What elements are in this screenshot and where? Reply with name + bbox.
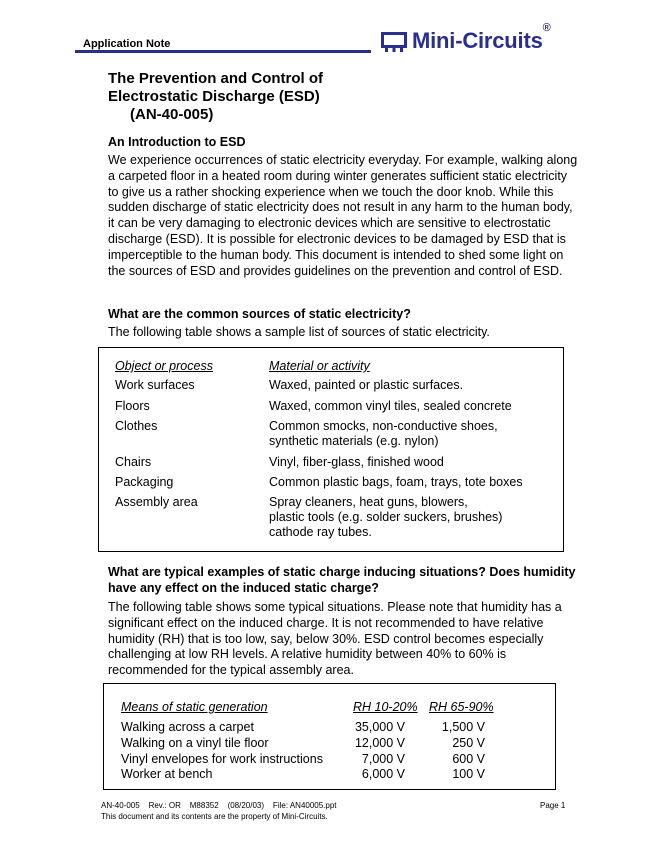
sources-row-object: Work surfaces bbox=[115, 378, 195, 392]
situations-col-means-header: Means of static generation bbox=[121, 700, 268, 714]
intro-paragraph: We experience occurrences of static electricity everyday. For example, walking along a carpeted floor in a heated room during winter generates sufficient static electricity to give us a rather shocking experience when we touch the door knob. While this sudden discharge of static electricity does not result in any harm to the human body, it can be very damaging to electronic devices which are sensitive to electrostatic discharge (ESD). It is possible for electronic devices to be damaged by ESD that is imperceptible to the human body. This document is intended to shed some light on the sources of ESD and provides guidelines on the prevention and control of ESD. bbox=[108, 153, 578, 278]
sources-row-material: Spray cleaners, heat guns, blowers, bbox=[269, 495, 468, 509]
application-note-label: Application Note bbox=[83, 38, 171, 50]
situations-row-rh-low: 6,000 V bbox=[361, 767, 405, 781]
sources-intro-text: The following table shows a sample list of sources of static electricity. bbox=[108, 325, 490, 339]
situations-paragraph: The following table shows some typical situations. Please note that humidity has a significant effect on the induced charge. It is not recommended to have relative humidity (RH) that is too low, say, below 30%. ESD control becomes especially challenging at low RH levels. A relative humidity between 40% to 60% is recommended for the typical assembly area. bbox=[108, 600, 562, 678]
footer-document-info: AN-40-005 Rev.: OR M88352 (08/20/03) File: AN40005.ppt bbox=[101, 801, 337, 810]
registered-mark: ® bbox=[542, 22, 551, 34]
sources-row-object: Assembly area bbox=[115, 495, 198, 509]
sources-col-object-header: Object or process bbox=[115, 359, 213, 373]
situations-col-rh-low-header: RH 10-20% bbox=[353, 700, 418, 714]
sources-row-material: Common smocks, non-conductive shoes, bbox=[269, 419, 498, 433]
situations-row-means: Walking on a vinyl tile floor bbox=[121, 736, 269, 750]
situations-row-rh-low: 12,000 V bbox=[354, 736, 405, 750]
sources-table bbox=[98, 347, 564, 552]
footer-copyright: This document and its contents are the property of Mini-Circuits. bbox=[101, 812, 328, 821]
situations-row-means: Walking across a carpet bbox=[121, 720, 254, 734]
sources-row-material: Waxed, painted or plastic surfaces. bbox=[269, 378, 464, 392]
document-title-line-1: The Prevention and Control of bbox=[108, 70, 324, 87]
situations-row-rh-low: 7,000 V bbox=[361, 752, 405, 766]
situations-row-rh-high: 600 V bbox=[452, 752, 485, 766]
situations-table bbox=[103, 683, 556, 790]
sources-row-material: Common plastic bags, foam, trays, tote boxes bbox=[269, 475, 523, 489]
mini-circuits-logo-icon bbox=[381, 30, 407, 52]
sources-row-material: Waxed, common vinyl tiles, sealed concrete bbox=[269, 399, 512, 413]
situations-row-means: Worker at bench bbox=[121, 767, 213, 781]
document-title-line-2: Electrostatic Discharge (ESD) bbox=[108, 88, 320, 105]
header-rule bbox=[75, 50, 371, 53]
situations-col-rh-high-header: RH 65-90% bbox=[429, 700, 494, 714]
situations-heading: What are typical examples of static charge inducing situations? Does humidity have any effect on the induced static charge? bbox=[108, 565, 576, 595]
situations-row-rh-low: 35,000 V bbox=[354, 720, 405, 734]
situations-row-means: Vinyl envelopes for work instructions bbox=[121, 752, 323, 766]
sources-heading: What are the common sources of static electricity? bbox=[108, 307, 411, 321]
brand-name: Mini-Circuits® bbox=[412, 22, 551, 53]
sources-col-material-header: Material or activity bbox=[269, 359, 370, 373]
sources-row-object: Clothes bbox=[115, 419, 158, 433]
situations-row-rh-high: 100 V bbox=[452, 767, 485, 781]
sources-row-object: Packaging bbox=[115, 475, 174, 489]
intro-heading: An Introduction to ESD bbox=[108, 135, 246, 149]
brand-logo bbox=[381, 22, 551, 54]
sources-row-material: plastic tools (e.g. solder suckers, brushes) bbox=[269, 510, 503, 524]
sources-row-object: Chairs bbox=[115, 455, 152, 469]
document-number: (AN-40-005) bbox=[130, 106, 214, 123]
sources-row-material: synthetic materials (e.g. nylon) bbox=[269, 434, 439, 448]
sources-row-object: Floors bbox=[115, 399, 150, 413]
situations-row-rh-high: 250 V bbox=[452, 736, 485, 750]
sources-row-material: cathode ray tubes. bbox=[269, 525, 372, 539]
situations-row-rh-high: 1,500 V bbox=[441, 720, 485, 734]
footer-page-number: Page 1 bbox=[540, 801, 566, 810]
sources-row-material: Vinyl, fiber-glass, finished wood bbox=[269, 455, 444, 469]
